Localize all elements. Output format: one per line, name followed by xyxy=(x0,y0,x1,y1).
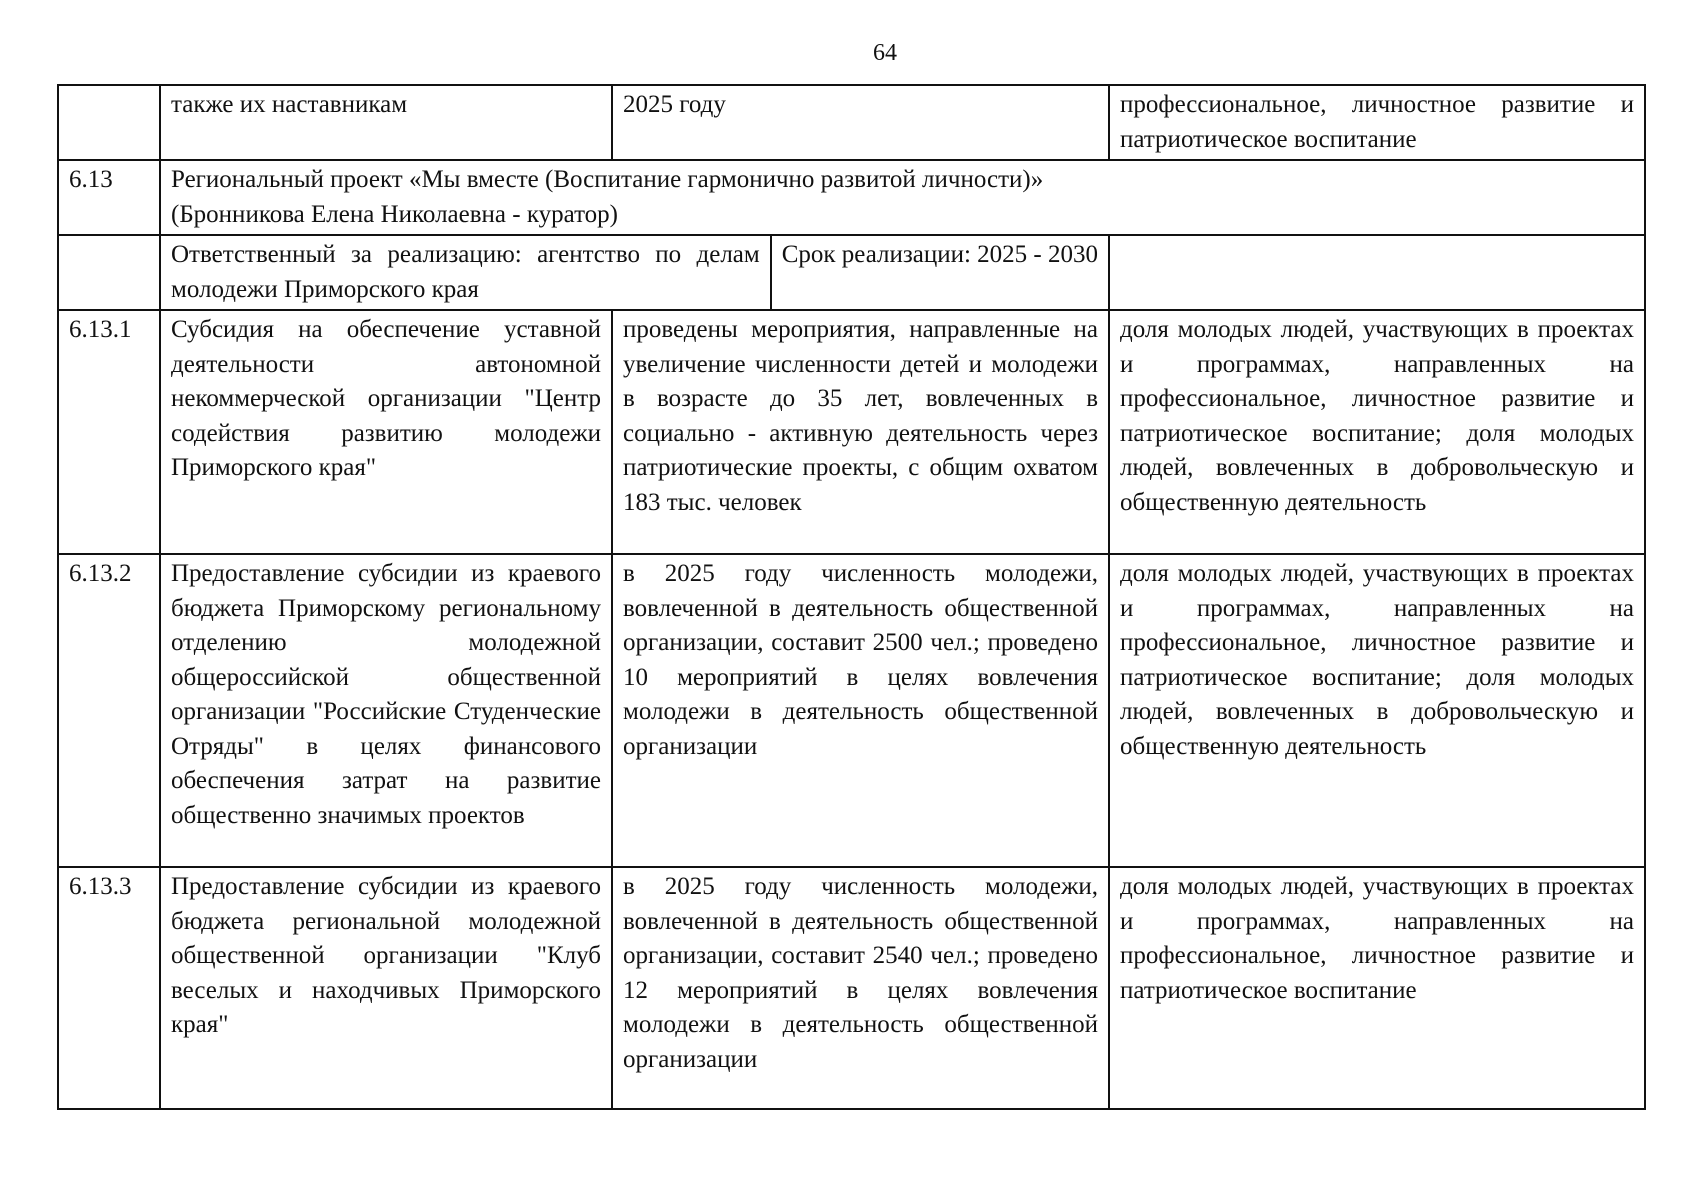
responsible-agency: Ответственный за реализацию: агентство по делам молодежи Приморского края xyxy=(161,236,772,309)
project-curator: (Бронникова Елена Николаевна - куратор) xyxy=(171,200,618,228)
result-cell: 2025 году xyxy=(612,85,1109,160)
result-cell: в 2025 году численность молодежи, вовлеченной в деятельность общественной организации, составит 2540 чел.; проведено 12 мероприятий в целях вовлечения молодежи в деятельность общественной организации xyxy=(612,867,1109,1109)
table-row-responsible xyxy=(58,235,1645,310)
project-number: 6.13 xyxy=(58,160,160,235)
table-row xyxy=(58,867,1645,1109)
indicator-cell: доля молодых людей, участвующих в проектах и программах, направленных на профессиональное, личностное развитие и патриотическое воспитание; доля молодых людей, вовлеченных в добровольческую и общественную деятельность xyxy=(1109,310,1645,554)
page-number: 64 xyxy=(873,40,897,66)
project-title-cell xyxy=(160,160,1645,235)
table-row xyxy=(58,554,1645,867)
item-number: 6.13.3 xyxy=(58,867,160,1109)
table-row-continuation xyxy=(58,85,1645,160)
project-title: Региональный проект «Мы вместе (Воспитание гармонично развитой личности)» xyxy=(171,166,1044,193)
row-number-cell xyxy=(58,85,160,160)
indicator-cell: доля молодых людей, участвующих в проектах и программах, направленных на профессиональное, личностное развитие и патриотическое воспитание; доля молодых людей, вовлеченных в добровольческую и общественную деятельность xyxy=(1109,554,1645,867)
result-cell: проведены мероприятия, направленные на увеличение численности детей и молодежи в возрасте до 35 лет, вовлеченных в социально - активную деятельность через патриотические проекты, с общим охватом 183 тыс. человек xyxy=(612,310,1109,554)
table-row xyxy=(58,310,1645,554)
row-number-cell xyxy=(58,235,160,310)
responsible-empty-cell xyxy=(1109,235,1645,310)
table-row-project xyxy=(58,160,1645,235)
responsible-cell xyxy=(160,235,1109,310)
implementation-period: Срок реализации: 2025 - 2030 xyxy=(781,241,1098,268)
item-number: 6.13.2 xyxy=(58,554,160,867)
measure-cell: также их наставникам xyxy=(160,85,612,160)
indicator-cell: доля молодых людей, участвующих в проектах и программах, направленных на профессиональное, личностное развитие и патриотическое воспитание xyxy=(1109,867,1645,1109)
measure-cell: Предоставление субсидии из краевого бюджета Приморскому региональному отделению молодежной общероссийской общественной организации "Российские Студенческие Отряды" в целях финансового обеспечения затрат на развитие общественно значимых проектов xyxy=(160,554,612,867)
indicator-cell: профессиональное, личностное развитие и патриотическое воспитание xyxy=(1109,85,1645,160)
measures-table xyxy=(57,84,1646,1110)
result-cell: в 2025 году численность молодежи, вовлеченной в деятельность общественной организации, составит 2500 чел.; проведено 10 мероприятий в целях вовлечения молодежи в деятельность общественной организации xyxy=(612,554,1109,867)
measure-cell: Предоставление субсидии из краевого бюджета региональной молодежной общественной организации "Клуб веселых и находчивых Приморского края" xyxy=(160,867,612,1109)
measure-cell: Субсидия на обеспечение уставной деятельности автономной некоммерческой организации "Центр содействия развитию молодежи Приморского края" xyxy=(160,310,612,554)
item-number: 6.13.1 xyxy=(58,310,160,554)
